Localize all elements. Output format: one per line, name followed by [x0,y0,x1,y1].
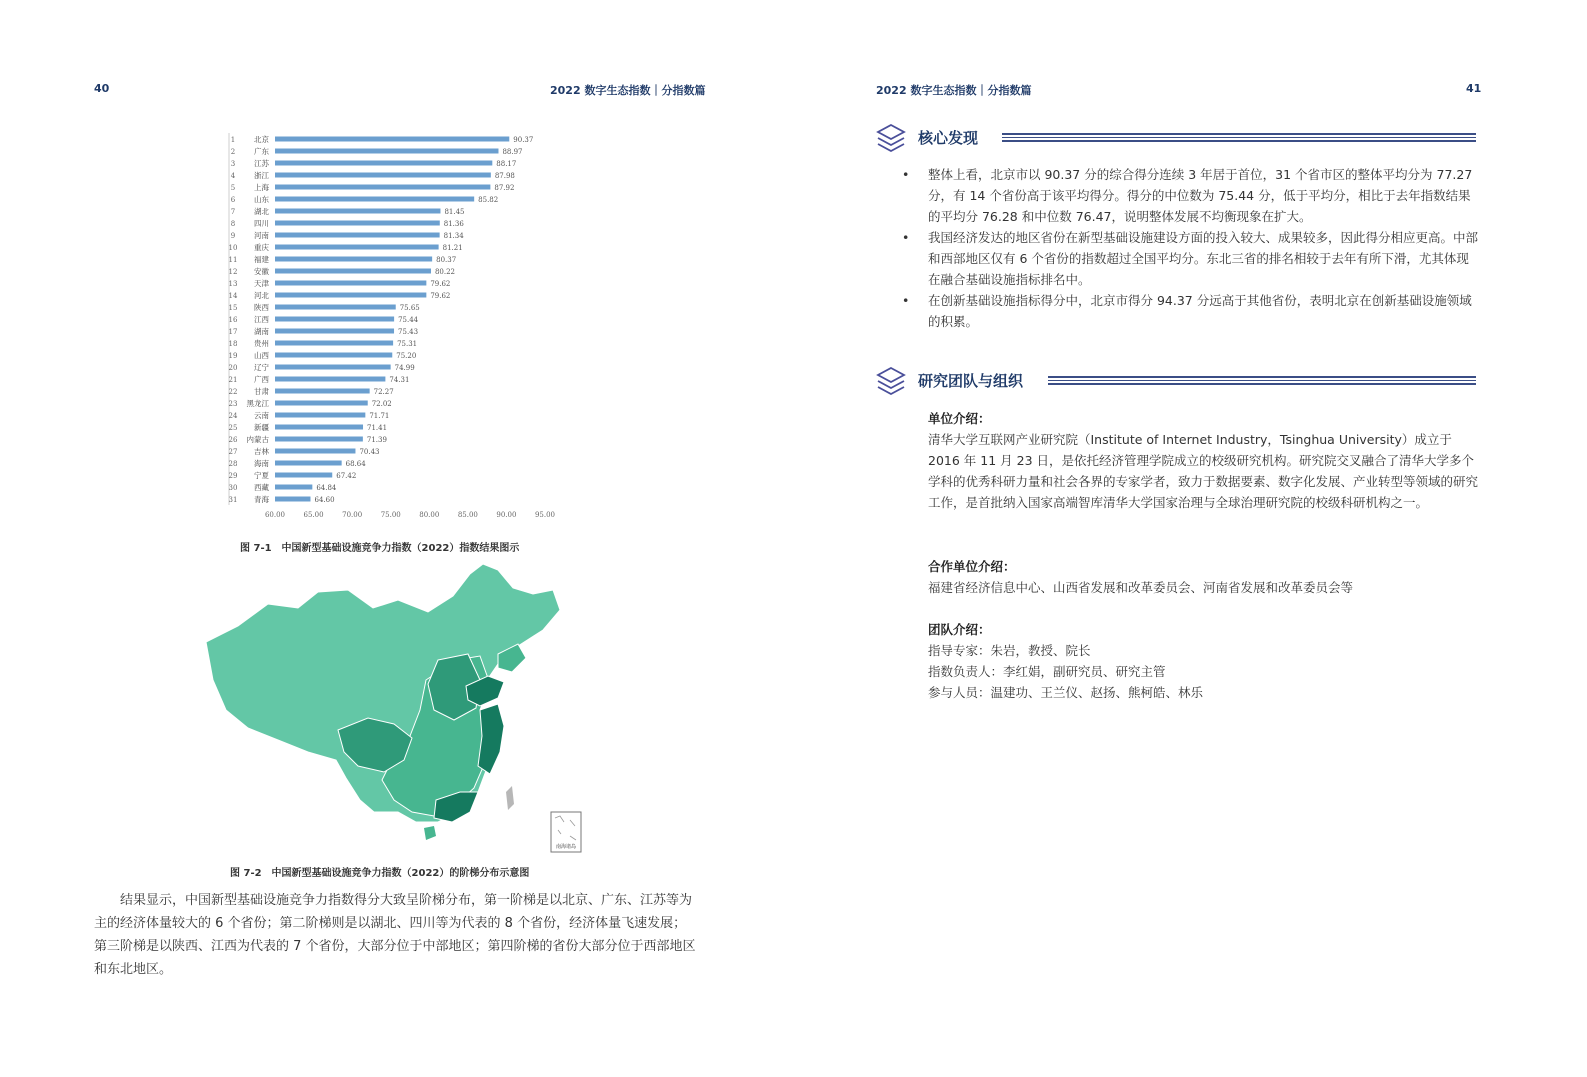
inset-label: 南海诸岛 [555,844,577,850]
map-region-hainan [424,826,436,840]
bar-rank-label: 30 [228,484,238,492]
bar-value-label: 71.41 [367,424,388,432]
bar-value-label: 64.84 [316,484,337,492]
bar-rank-label: 16 [228,316,238,324]
bar [275,485,312,490]
bar [275,245,439,250]
bar [275,305,396,310]
bar [275,209,440,214]
bar-rank-label: 10 [228,244,238,252]
partner-heading: 合作单位介绍： [928,559,1016,574]
bar-category-label: 宁夏 [254,471,269,480]
bar-rank-label: 9 [230,232,236,240]
bar-value-label: 81.36 [443,220,464,228]
bar-category-label: 天津 [254,279,269,288]
map-region-west [206,564,560,822]
bar-value-label: 75.20 [396,352,417,360]
x-tick-label: 60.00 [264,511,286,519]
finding-item: • 我国经济发达的地区省份在新型基础设施建设方面的投入较大、成果较多，因此得分相应更高。中部和西部地区仅有 6 个省份的指数超过全国平均分。东北三省的排名相较于去年有所下滑，尤其体现在融合基础设施指标排名中。 [928,227,1478,290]
bar-category-label: 湖南 [254,327,269,336]
bar-value-label: 80.37 [436,256,457,264]
bar-value-label: 68.64 [345,460,366,468]
bar-category-label: 河南 [254,231,269,240]
bar-rank-label: 1 [230,136,236,144]
bar [275,473,332,478]
section-rule [1002,133,1476,145]
bar [275,161,492,166]
figure-2-caption: 图 7-2 中国新型基础设施竞争力指数（2022）的阶梯分布示意图 [230,868,530,879]
bar-rank-label: 6 [230,196,236,204]
bar-category-label: 陕西 [254,303,269,312]
x-tick-label: 80.00 [419,511,440,519]
bar-category-label: 四川 [254,219,269,228]
x-tick-label: 70.00 [342,511,363,519]
bar-category-label: 山东 [254,195,269,204]
bar-category-label: 上海 [254,183,269,192]
bar-category-label: 福建 [254,255,269,264]
bar-category-label: 云南 [254,411,269,420]
bar [275,341,393,346]
x-tick-label: 90.00 [496,511,517,519]
bar-rank-label: 22 [228,388,238,396]
bar-category-label: 广西 [254,375,269,384]
bar-category-label: 海南 [254,459,269,468]
bar-rank-label: 25 [228,424,238,432]
bar-rank-label: 31 [228,496,238,504]
bar-rank-label: 11 [228,256,238,264]
bar-value-label: 81.45 [444,208,465,216]
bar-rank-label: 27 [228,448,238,456]
bar-rank-label: 23 [228,400,238,408]
bar [275,185,490,190]
bar [275,137,509,142]
section-team-header [876,365,1476,399]
bar-value-label: 71.39 [366,436,387,444]
bar-value-label: 75.44 [398,316,419,324]
bar [275,389,370,394]
map-region-taiwan [506,786,514,810]
bar-category-label: 吉林 [254,447,269,456]
bar-rank-label: 17 [228,328,238,336]
china-tier-map [198,560,588,860]
bar [275,401,368,406]
bar-category-label: 重庆 [254,243,269,252]
x-tick-label: 95.00 [534,511,556,519]
bar-rank-label: 18 [228,340,238,348]
bar-value-label: 85.82 [478,196,499,204]
bar-category-label: 辽宁 [254,363,269,372]
bar-category-label: 河北 [254,291,269,300]
bar [275,173,491,178]
section-core-findings-header [876,122,1476,156]
bar-value-label: 88.17 [496,160,517,168]
bar [275,197,474,202]
bar-category-label: 湖北 [254,207,269,216]
team-line-advisor: 指导专家：朱岩，教授、院长 [928,643,1091,658]
bar-rank-label: 14 [228,292,238,300]
running-header-right: 2022 数字生态指数｜分指数篇 [876,84,1032,97]
bar [275,269,431,274]
bar-rank-label: 24 [228,412,238,420]
bar [275,149,498,154]
bar-rank-label: 21 [228,376,238,384]
team-heading: 团队介绍： [928,622,991,637]
bar-value-label: 90.37 [513,136,534,144]
page-number-left: 40 [94,82,110,95]
right-page [794,0,1587,1077]
layers-icon [876,365,906,399]
page-number-right: 41 [1466,82,1482,95]
bar-category-label: 山西 [254,351,269,360]
layers-icon [876,122,906,156]
bar-rank-label: 12 [228,268,238,276]
bar-rank-label: 29 [228,472,238,480]
figure-1-caption: 图 7-1 中国新型基础设施竞争力指数（2022）指数结果图示 [240,543,520,554]
bar-rank-label: 13 [228,280,238,288]
bar-rank-label: 19 [228,352,238,360]
bar [275,413,365,418]
bar-category-label: 江苏 [254,159,269,168]
bar [275,233,440,238]
bar [275,353,392,358]
bar-value-label: 75.43 [398,328,419,336]
bar-value-label: 72.02 [371,400,392,408]
unit-heading: 单位介绍： [928,411,991,426]
bar-value-label: 75.65 [399,304,420,312]
bar [275,257,432,262]
bar-value-label: 88.97 [502,148,523,156]
bar-category-label: 西藏 [254,483,269,492]
bar-category-label: 内蒙古 [246,435,269,444]
results-paragraph: 结果显示，中国新型基础设施竞争力指数得分大致呈阶梯分布，第一阶梯是以北京、广东、江苏等为主的经济体量较大的 6 个省份；第二阶梯则是以湖北、四川等为代表的 8 个省份，经济体量飞速发展；第三阶梯是以陕西、江西为代表的 7 个省份，大部分位于中部地区；第四阶梯的省份大部分位于西部地区和东北地区。 [94,893,696,977]
bar [275,317,394,322]
bar [275,365,391,370]
map-region-tier1-jiangsu-zhejiang [478,704,504,774]
bar-category-label: 安徽 [254,267,269,276]
bar-category-label: 北京 [254,135,269,144]
bar-value-label: 72.27 [373,388,394,396]
bar-category-label: 甘肃 [254,387,269,396]
bar-rank-label: 28 [228,460,238,468]
running-header-left: 2022 数字生态指数｜分指数篇 [550,84,706,97]
bar-value-label: 64.60 [314,496,335,504]
bar-rank-label: 15 [228,304,238,312]
section-rule [1048,376,1476,388]
bar-value-label: 87.98 [494,172,515,180]
bar-rank-label: 5 [230,184,236,192]
team-intro [928,619,1480,703]
bar-rank-label: 8 [230,220,236,228]
bar-rank-label: 4 [230,172,236,180]
bar-category-label: 浙江 [254,171,269,180]
x-tick-label: 85.00 [457,511,478,519]
bar-value-label: 75.31 [397,340,418,348]
bar [275,377,385,382]
bar-value-label: 87.92 [494,184,515,192]
bar-value-label: 67.42 [336,472,357,480]
bar-category-label: 青海 [254,495,269,504]
bar-category-label: 广东 [254,147,269,156]
finding-item: • 在创新基础设施指标得分中，北京市得分 94.37 分远高于其他省份，表明北京在创新基础设施领域的积累。 [928,290,1478,332]
x-tick-label: 65.00 [303,511,324,519]
bar-category-label: 新疆 [254,423,269,432]
bar [275,329,394,334]
unit-intro [928,408,1480,513]
bar [275,497,310,502]
section-title-team: 研究团队与组织 [918,372,1024,390]
bar [275,461,342,466]
left-page [0,0,793,1077]
findings-list [898,164,1478,332]
bar-rank-label: 26 [228,436,238,444]
bar-category-label: 黑龙江 [246,399,269,408]
partner-text: 福建省经济信息中心、山西省发展和改革委员会、河南省发展和改革委员会等 [928,580,1354,595]
bar [275,221,440,226]
bar-value-label: 81.34 [443,232,464,240]
team-line-lead: 指数负责人：李红娟，副研究员、研究主管 [928,664,1166,679]
bar-rank-label: 20 [228,364,238,372]
bar-rank-label: 7 [230,208,236,216]
partner-intro [928,556,1480,598]
bar-value-label: 70.43 [359,448,380,456]
bar-value-label: 80.22 [434,268,456,276]
bar [275,449,355,454]
x-tick-label: 75.00 [380,511,401,519]
bar-value-label: 74.99 [394,364,415,372]
bar-category-label: 贵州 [254,339,269,348]
bar-rank-label: 2 [230,148,236,156]
bar-value-label: 71.71 [369,412,390,420]
bar [275,437,363,442]
bar-rank-label: 3 [230,160,236,168]
bar [275,281,426,286]
bar-chart [225,128,565,523]
bar-category-label: 江西 [254,315,269,324]
section-title-core-findings: 核心发现 [918,129,979,147]
bar-value-label: 79.62 [430,280,451,288]
unit-text: 清华大学互联网产业研究院（Institute of Internet Industry，Tsinghua University）成立于 2016 年 11 月 23 日，是依托经济管理学院成立的校级研究机构。研究院交叉融合了清华大学多个学科的优秀科研力量和社会各界的专家学者，致力于数据要素、数字化发展、产业转型等领域的研究工作，是首批纳入国家高端智库清华大学国家治理与全球治理研究院的校级科研机构之一。 [928,432,1479,510]
team-line-members: 参与人员：温建功、王兰仪、赵扬、熊柯皓、林乐 [928,685,1204,700]
bar-value-label: 81.21 [442,244,463,252]
bar [275,425,363,430]
bar [275,293,426,298]
bar-value-label: 74.31 [389,376,410,384]
bar-value-label: 79.62 [430,292,451,300]
finding-item: • 整体上看，北京市以 90.37 分的综合得分连续 3 年居于首位，31 个省市区的整体平均分为 77.27 分，有 14 个省份高于该平均得分。得分的中位数为 75.44 分，低于平均分，相比于去年指数结果的平均分 76.28 和中位数 76.47，说明整体发展不均衡现象在扩大。 [928,164,1478,227]
